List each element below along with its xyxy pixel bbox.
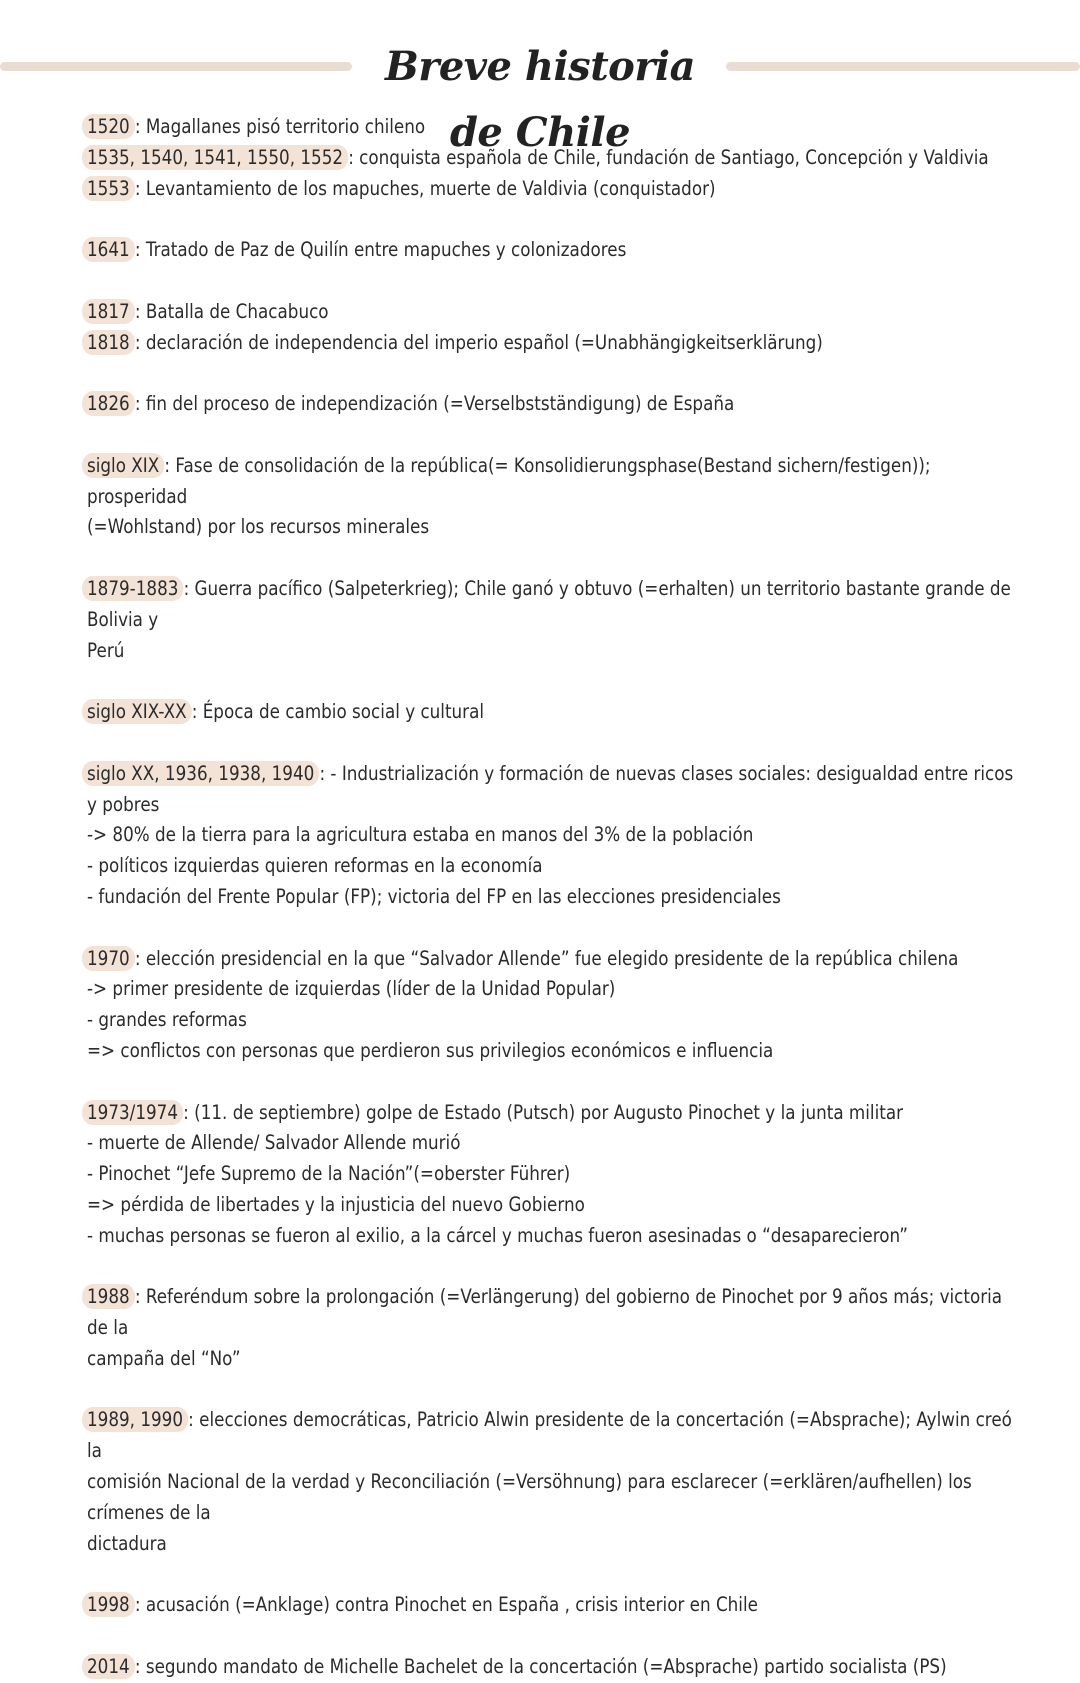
entry-line: - muchas personas se fueron al exilio, a la cárcel y muchas fueron asesinadas o “desaparecieron” [87, 1223, 908, 1247]
timeline [87, 112, 1027, 1683]
entry-text: : conquista española de Chile, fundación de Santiago, Concepción y Valdivia [348, 145, 989, 169]
title-rule-right [726, 62, 1080, 71]
timeline-entry [87, 389, 1027, 420]
timeline-entry [87, 174, 1027, 205]
entry-date: siglo XIX [82, 453, 165, 478]
entry-text: : - Industrialización y formación de nuevas clases sociales: desigualdad entre ricos y pobres [87, 761, 1014, 816]
entry-line: (=Wohlstand) por los recursos minerales [87, 515, 430, 539]
entry-text: : (11. de septiembre) golpe de Estado (Putsch) por Augusto Pinochet y la junta militar [183, 1100, 903, 1124]
timeline-entry [87, 451, 1027, 513]
entry-date: 1641 [82, 237, 135, 262]
entry-text: : fin del proceso de independización (=Verselbstständigung) de España [134, 392, 735, 416]
timeline-entry [87, 944, 1027, 975]
page-title: Breve historia de Chile [384, 43, 696, 156]
entry-date: 1989, 1990 [82, 1407, 188, 1432]
timeline-entry [87, 574, 1027, 636]
entry-line: - políticos izquierdas quieren reformas en la economía [87, 854, 543, 878]
entry-text: : Tratado de Paz de Quilín entre mapuches y colonizadores [134, 238, 627, 262]
entry-date: 1535, 1540, 1541, 1550, 1552 [82, 145, 348, 170]
timeline-entry [87, 297, 1027, 328]
entry-text: : Levantamiento de los mapuches, muerte de Valdivia (conquistador) [134, 176, 716, 200]
timeline-entry [87, 1098, 1027, 1129]
timeline-entry [87, 1405, 1027, 1467]
entry-date: 1817 [82, 299, 135, 324]
entry-date: 1818 [82, 330, 135, 355]
entry-text: : elección presidencial en la que “Salvador Allende” fue elegido presidente de la república chilena [134, 946, 959, 970]
timeline-entry [87, 697, 1027, 728]
timeline-entry [87, 328, 1027, 359]
entry-text: : declaración de independencia del imperio español (=Unabhängigkeitserklärung) [134, 330, 823, 354]
timeline-entry [87, 235, 1027, 266]
entry-line: => conflictos con personas que perdieron sus privilegios económicos e influencia [87, 1038, 774, 1062]
entry-text: : Fase de consolidación de la república(= Konsolidierungsphase(Bestand sichern/festigen)); prosperidad [87, 453, 931, 508]
entry-date: 1826 [82, 391, 135, 416]
entry-date: 1988 [82, 1284, 135, 1309]
entry-text: : segundo mandato de Michelle Bachelet de la concertación (=Absprache) partido socialista (PS) [134, 1654, 947, 1678]
entry-line: Perú [87, 638, 125, 662]
entry-date: siglo XX, 1936, 1938, 1940 [82, 761, 320, 786]
timeline-entry [87, 1652, 1027, 1683]
timeline-entry [87, 1282, 1027, 1344]
entry-text: : elecciones democráticas, Patricio Alwin presidente de la concertación (=Absprache); Aylwin creó la [87, 1408, 1012, 1463]
entry-line: dictadura [87, 1531, 167, 1555]
timeline-entry [87, 759, 1027, 821]
entry-date: 1553 [82, 176, 135, 201]
entry-line: => pérdida de libertades y la injusticia del nuevo Gobierno [87, 1192, 585, 1216]
entry-date: 2014 [82, 1654, 135, 1679]
timeline-entry [87, 143, 1027, 174]
entry-text: : Época de cambio social y cultural [191, 700, 485, 724]
entry-line: campaña del “No” [87, 1346, 241, 1370]
title-rule-left [0, 62, 352, 71]
entry-text: : acusación (=Anklage) contra Pinochet en España , crisis interior en Chile [134, 1593, 758, 1617]
entry-date: 1970 [82, 946, 135, 971]
entry-line: - muerte de Allende/ Salvador Allende murió [87, 1131, 461, 1155]
entry-text: : Guerra pacífico (Salpeterkrieg); Chile ganó y obtuvo (=erhalten) un territorio bastante grande de Bolivia y [87, 576, 1011, 631]
entry-line: -> primer presidente de izquierdas (líder de la Unidad Popular) [87, 977, 616, 1001]
entry-line: - Pinochet “Jefe Supremo de la Nación”(=oberster Führer) [87, 1162, 571, 1186]
entry-date: 1520 [82, 114, 135, 139]
entry-text: : Referéndum sobre la prolongación (=Verlängerung) del gobierno de Pinochet por 9 años más; victoria de la [87, 1285, 1003, 1340]
entry-line: -> 80% de la tierra para la agricultura estaba en manos del 3% de la población [87, 823, 754, 847]
entry-date: 1879-1883 [82, 576, 184, 601]
timeline-entry [87, 112, 1027, 143]
entry-text: : Batalla de Chacabuco [134, 299, 329, 323]
entry-line: - grandes reformas [87, 1008, 247, 1032]
entry-date: 1973/1974 [82, 1100, 183, 1125]
entry-line: comisión Nacional de la verdad y Reconciliación (=Versöhnung) para esclarecer (=erklären/aufhellen) los crímenes de la [87, 1470, 972, 1524]
entry-date: siglo XIX-XX [82, 699, 192, 724]
entry-text: : Magallanes pisó territorio chileno [134, 115, 426, 138]
timeline-entry [87, 1590, 1027, 1621]
entry-date: 1998 [82, 1592, 135, 1617]
entry-line: - fundación del Frente Popular (FP); victoria del FP en las elecciones presidenciales [87, 884, 781, 908]
